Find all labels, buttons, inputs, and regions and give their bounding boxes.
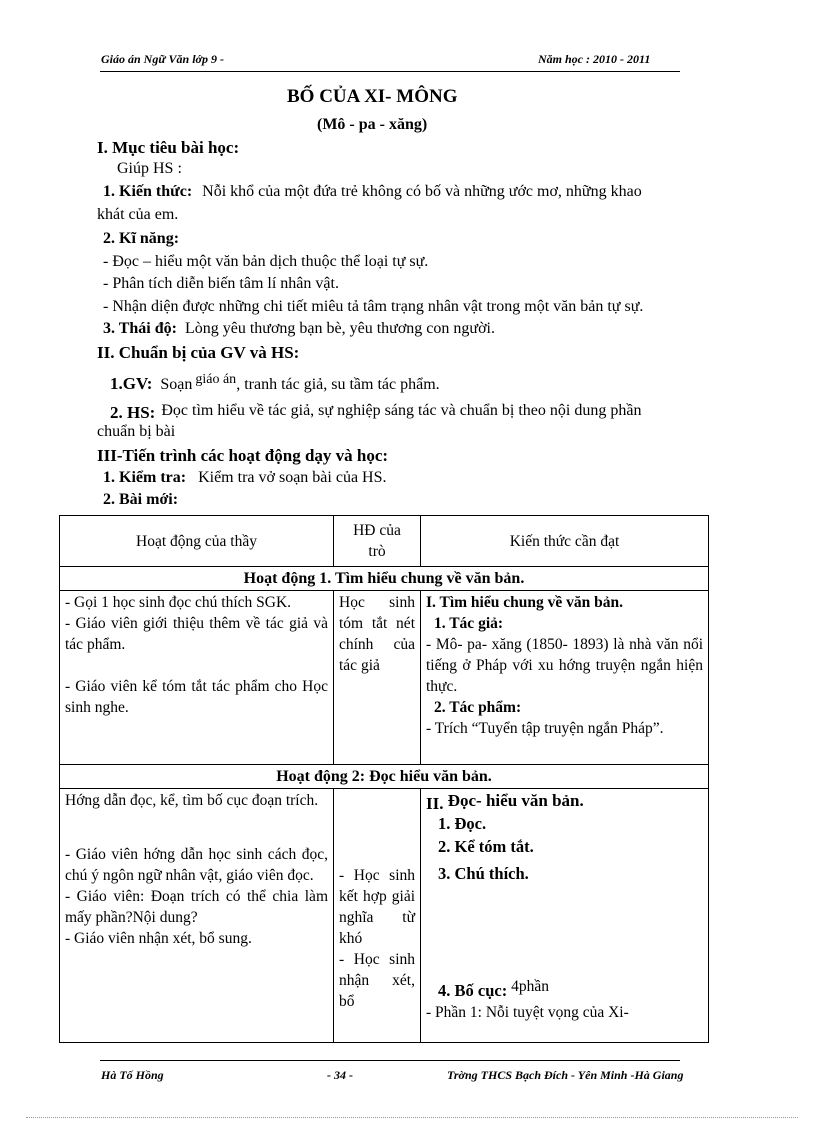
summary-label: 2. Kể tóm tắt. [438, 837, 534, 856]
lesson-table [59, 515, 709, 1043]
check-label: 1. Kiểm tra: [103, 469, 187, 486]
footer-left: Hà Tố Hồng [101, 1068, 164, 1082]
page-edge [26, 1117, 798, 1118]
table-header-row [60, 516, 709, 567]
activity-1-teacher [60, 591, 334, 765]
activity-2-band [60, 765, 709, 789]
teacher-step: - Giáo viên giới thiệu thêm về tác giả và tác phẩm. [65, 615, 328, 653]
objectives-heading: I. Mục tiêu bài học: [97, 138, 240, 157]
activity-1-band [60, 567, 709, 591]
activity-1-knowledge [421, 591, 709, 765]
notes-label: 3. Chú thích. [438, 864, 529, 883]
footer-divider [100, 1060, 680, 1061]
skill-item: - Phân tích diễn biến tâm lí nhân vật. [103, 275, 339, 292]
header-knowledge: Kiến thức cần đạt [421, 516, 709, 567]
knowledge-line [103, 183, 642, 201]
section-numeral: II. [426, 794, 444, 813]
layout-value: 4phần [511, 978, 549, 995]
teacher-step: - Giáo viên: Đoạn trích có thể chia làm mấy phần?Nội dung? [65, 888, 328, 926]
activity-2-row [60, 789, 709, 1043]
gv-label: 1.GV: [110, 374, 153, 393]
student-step: - Học sinh nhận xét, bổ [339, 951, 415, 1010]
header-right: Năm học : 2010 - 2011 [538, 52, 651, 66]
activity-1-student: Học sinh tóm tắt nét chính của tác giả [334, 591, 421, 765]
teacher-step: - Gọi 1 học sinh đọc chú thích SGK. [65, 594, 292, 611]
attitude-text: Lòng yêu thương bạn bè, yêu thương con người. [184, 320, 495, 337]
hs-text: Đọc tìm hiểu về tác giả, sự nghiệp sáng tác và chuẩn bị theo nội dung phần [161, 402, 642, 419]
attitude-line [103, 320, 495, 338]
gv-text-c: , tranh tác giả, su tầm tác phẩm. [236, 376, 440, 393]
teacher-step: - Giáo viên hớng dẫn học sinh cách đọc, chú ý ngôn ngữ nhân vật, giáo viên đọc. [65, 846, 328, 884]
work-text: - Trích “Tuyển tập truyện ngắn Pháp”. [426, 720, 664, 737]
hs-label: 2. HS: [110, 403, 156, 422]
teacher-step: - Giáo viên kể tóm tắt tác phẩm cho Học sinh nghe. [65, 678, 328, 716]
process-heading: III-Tiến trình các hoạt động dạy và học: [97, 446, 389, 465]
work-label: 2. Tác phẩm: [434, 699, 522, 716]
page-subtitle: (Mô - pa - xăng) [317, 116, 428, 133]
activity-1-title: Hoạt động 1. Tìm hiểu chung về văn bản. [60, 567, 709, 591]
objectives-intro: Giúp HS : [117, 160, 182, 177]
gv-text-a: Soạn [160, 376, 193, 393]
page-number: - 34 - [327, 1068, 353, 1082]
knowledge-text: Nỗi khổ của một đứa trẻ không có bố và những ước mơ, những khao [202, 183, 642, 200]
teacher-step: Hớng dẫn đọc, kể, tìm bố cục đoạn trích. [65, 792, 319, 809]
layout-label: 4. Bố cục: [438, 981, 508, 1000]
header-teacher: Hoạt động của thầy [60, 516, 334, 567]
preparation-heading: II. Chuẩn bị của GV và HS: [97, 343, 300, 362]
knowledge-label: 1. Kiến thức: [103, 183, 193, 200]
author-text: - Mô- pa- xăng (1850- 1893) là nhà văn nổi tiếng ở Pháp với xu hớng truyện ngắn hiện thực. [426, 636, 703, 695]
layout-line [426, 980, 703, 1002]
section-heading [426, 790, 703, 811]
new-lesson-label: 2. Bài mới: [103, 491, 179, 508]
activity-1-row [60, 591, 709, 765]
gv-text-b: giáo án [195, 372, 237, 387]
skill-item: - Đọc – hiểu một văn bản dịch thuộc thể loại tự sự. [103, 253, 429, 270]
teacher-step: - Giáo viên nhận xét, bổ sung. [65, 930, 252, 947]
section-heading: I. Tìm hiểu chung về văn bản. [426, 594, 623, 611]
section-title: Đọc- hiểu văn bản. [447, 791, 584, 810]
header-left: Giáo án Ngữ Văn lớp 9 - [101, 52, 224, 66]
gv-line [110, 374, 440, 394]
student-step: - Học sinh kết hợp giải nghĩa từ khó [339, 867, 415, 947]
attitude-label: 3. Thái độ: [103, 320, 177, 337]
author-label: 1. Tác giả: [434, 615, 504, 632]
check-line [103, 469, 387, 487]
header-student: HĐ của trò [334, 516, 421, 567]
read-label: 1. Đọc. [438, 814, 487, 833]
activity-2-title: Hoạt động 2: Đọc hiểu văn bản. [60, 765, 709, 789]
activity-2-knowledge [421, 789, 709, 1043]
hs-text-cont: chuẩn bị bài [97, 423, 176, 440]
skill-item: - Nhận diện được những chi tiết miêu tả tâm trạng nhân vật trong một văn bản tự sự. [103, 298, 644, 315]
page-title: BỐ CỦA XI- MÔNG [287, 86, 458, 107]
footer-right: Trờng THCS Bạch Đích - Yên Minh -Hà Giang [447, 1068, 684, 1082]
knowledge-text-cont: khát của em. [97, 206, 179, 223]
header-divider [100, 71, 680, 72]
activity-2-student [334, 789, 421, 1043]
check-text: Kiểm tra vở soạn bài của HS. [198, 469, 387, 486]
activity-2-teacher [60, 789, 334, 1043]
hs-line [110, 400, 641, 420]
part-1-text: - Phần 1: Nỗi tuyệt vọng của Xi- [426, 1004, 629, 1021]
skills-label: 2. Kĩ năng: [103, 230, 180, 247]
